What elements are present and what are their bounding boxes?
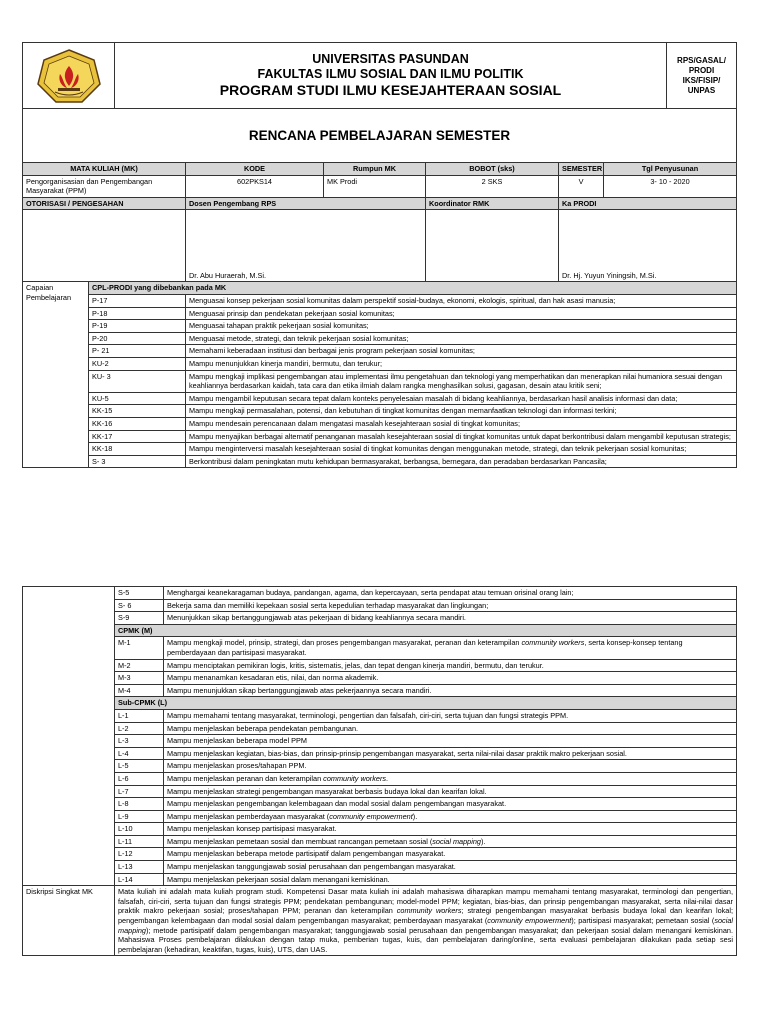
subcpmk-row: [23, 785, 737, 798]
subcpmk-row: [23, 823, 737, 836]
item-text: Bekerja sama dan memiliki kepekaan sosial serta kepedulian terhadap masyarakat dan lingkungan;: [164, 599, 737, 612]
subcpmk-row: [23, 861, 737, 874]
item-text: Mampu mengkaji permasalahan, potensi, dan kebutuhan di tingkat komunitas dengan memanfaatkan teknologi dan informasi terkini;: [186, 405, 737, 418]
item-text: Menunjukkan sikap bertanggungjawab atas pekerjaan di bidang keahliannya secara mandiri.: [164, 612, 737, 625]
cpl-row: [23, 307, 737, 320]
auth-label: OTORISASI / PENGESAHAN: [23, 197, 186, 210]
program-name: PROGRAM STUDI ILMU KESEJAHTERAAN SOSIAL: [219, 82, 562, 98]
subcpmk-header: Sub-CPMK (L): [115, 697, 737, 710]
item-text: Mampu menjelaskan beberapa pendekatan pembangunan.: [164, 722, 737, 735]
subcpmk-row: [23, 835, 737, 848]
item-code: L-8: [115, 798, 164, 811]
item-text: Mampu mengambil keputusan secara tepat dalam konteks penyelesaian masalah di bidang keahliannya, berdasarkan hasil analisis informasi dan data;: [186, 392, 737, 405]
cpl-row: [23, 587, 737, 600]
dosen-signature: Dr. Abu Huraerah, M.Si.: [186, 210, 426, 282]
item-code: S- 3: [89, 455, 186, 468]
item-text: Mampu menjelaskan pemetaan sosial dan membuat rancangan pemetaan sosial (social mapping).: [164, 835, 737, 848]
subcpmk-row: [23, 735, 737, 748]
subcpmk-header-row: [23, 697, 737, 710]
item-code: L-13: [115, 861, 164, 874]
koordinator-label: Koordinator RMK: [426, 197, 559, 210]
subcpmk-row: [23, 747, 737, 760]
item-code: L-5: [115, 760, 164, 773]
cpl-row: [23, 370, 737, 392]
item-code: L-11: [115, 835, 164, 848]
item-text: Mampu menyajikan berbagai alternatif penanganan masalah kesejahteraan sosial di tingkat komunitas untuk dapat berkontribusi dalam mengambil keputusan strategis;: [186, 430, 737, 443]
course-rumpun: MK Prodi: [324, 175, 426, 197]
subcpmk-row: [23, 810, 737, 823]
item-code: P-18: [89, 307, 186, 320]
cpl-row: [23, 612, 737, 625]
item-text: Mampu menginterversi masalah kesejahteraan sosial di tingkat komunitas dengan menggunakan metode, strategi, dan teknik pekerjaan sosial komunitas;: [186, 443, 737, 456]
cpl-row: [23, 430, 737, 443]
kaprodi-label: Ka PRODI: [559, 197, 737, 210]
item-code: L-1: [115, 709, 164, 722]
item-code: L-12: [115, 848, 164, 861]
course-header-tgl: Tgl Penyusunan: [604, 163, 737, 176]
capaian-continued: [23, 587, 115, 886]
course-header-semester: SEMESTER: [559, 163, 604, 176]
course-header-bobot: BOBOT (sks): [426, 163, 559, 176]
cpl-row: [23, 392, 737, 405]
item-code: M-4: [115, 684, 164, 697]
item-code: P-19: [89, 320, 186, 333]
item-code: S-5: [115, 587, 164, 600]
course-tgl: 3- 10 - 2020: [604, 175, 737, 197]
item-code: L-14: [115, 873, 164, 886]
item-code: P- 21: [89, 345, 186, 358]
cpl-row: [23, 332, 737, 345]
course-bobot: 2 SKS: [426, 175, 559, 197]
item-text: Menguasai konsep pekerjaan sosial komunitas dalam perspektif sosial-budaya, ekonomi, ekologis, spiritual, dan hak asasi manusia;: [186, 294, 737, 307]
cpl-row: [23, 345, 737, 358]
cpl-header: CPL-PRODI yang dibebankan pada MK: [89, 282, 737, 295]
item-text: Mampu menjelaskan kegiatan, bias-bias, dan prinsip-prinsip pengembangan masyarakat, serta nilai-nilai dasar praktik makro pekerjaan sosial.: [164, 747, 737, 760]
cpl-row: [23, 320, 737, 333]
subcpmk-row: [23, 798, 737, 811]
item-text: Mampu menjelaskan proses/tahapan PPM.: [164, 760, 737, 773]
item-text: Mampu menanamkan kesadaran etis, nilai, dan norma akademik.: [164, 672, 737, 685]
item-text: Mampu menciptakan pemikiran logis, kritis, sistematis, jelas, dan tepat dengan kinerja mandiri, bermutu, dan terukur.: [164, 659, 737, 672]
logo-cell: [23, 43, 115, 109]
cpl-row: [23, 443, 737, 456]
subcpmk-row: [23, 709, 737, 722]
item-code: L-6: [115, 772, 164, 785]
item-text: Mampu menjelaskan konsep partisipasi masyarakat.: [164, 823, 737, 836]
item-code: KK-16: [89, 417, 186, 430]
item-text: Mampu menjelaskan peranan dan keterampilan community workers.: [164, 772, 737, 785]
item-text: Mampu mengkaji implikasi pengembangan atau implementasi ilmu pengetahuan dan teknologi yang memperhatikan dan menerapkan nilai humaniora sesuai dengan keahliannya berdasarkan kaidah, tata cara dan etika ilmiah dalam rangka menghasilkan solusi, gagasan, desain atau kritik seni;: [186, 370, 737, 392]
item-text: Menguasai prinsip dan pendekatan pekerjaan sosial komunitas;: [186, 307, 737, 320]
deskripsi-text: Mata kuliah ini adalah mata kuliah program studi. Kompetensi Dasar mata kuliah ini adalah mahasiswa diharapkan mampu memahami tentang masyarakat, terminologi dan pengertian, falsafah, ciri-ciri, serta tujuan dan fungsi strategis PPM; pendekatan pembangunan; model-model PPM; kegiatan, bias-bias, dan prinsip pengembangan masyarakat, serta nilai-nilai dasar praktik makro pekerjaan sosial; proses/tahapan PPM; peranan dan keterampilan community workers; strategi pengembangan masyarakat berbasis budaya lokal dan kearifan lokal; pengembangan kelembagaan dan modal sosial dalam pengembangan masyarakat; pemberdayaan masyarakat (community empowerment); partisipasi masyarakat; pemetaan sosial (social mapping); metode partisipatif dalam pengembangan masyarakat; tanggungjawab sosial perusahaan dan pengembangan masyarakat; dan pekerjaan sosial dalam menangani kemiskinan. Mahasiswa Proses pembelajaran dilakukan dengan tatap muka, pemberian tugas, kuis, dan pembelajaran daring/online, serta evaluasi pembelajaran dilakukan pada setiap sesi pembelajaran (kehadiran, keaktifan, tugas, kuis), UTS, dan UAS.: [115, 886, 737, 956]
cpmk-row: [23, 684, 737, 697]
subcpmk-row: [23, 848, 737, 861]
item-code: P-20: [89, 332, 186, 345]
faculty-name: FAKULTAS ILMU SOSIAL DAN ILMU POLITIK: [257, 67, 524, 81]
item-code: L-9: [115, 810, 164, 823]
item-text: Menguasai tahapan praktik pekerjaan sosial komunitas;: [186, 320, 737, 333]
item-code: KK-17: [89, 430, 186, 443]
cpl-row: [23, 294, 737, 307]
item-code: KU-5: [89, 392, 186, 405]
item-code: S-9: [115, 612, 164, 625]
course-header-kode: KODE: [186, 163, 324, 176]
cpl-row: [23, 357, 737, 370]
cpmk-row: [23, 659, 737, 672]
cpmk-row: [23, 672, 737, 685]
rps-table-page-2: [22, 586, 737, 956]
item-code: S- 6: [115, 599, 164, 612]
item-text: Mampu menjelaskan strategi pengembangan masyarakat berbasis budaya lokal dan kearifan lokal.: [164, 785, 737, 798]
dosen-label: Dosen Pengembang RPS: [186, 197, 426, 210]
item-code: L-7: [115, 785, 164, 798]
item-text: Mampu menjelaskan pengembangan kelembagaan dan modal sosial dalam pengembangan masyarakat.: [164, 798, 737, 811]
course-header-mk: MATA KULIAH (MK): [23, 163, 186, 176]
item-text: Mampu menjelaskan tanggungjawab sosial perusahaan dan pengembangan masyarakat.: [164, 861, 737, 874]
item-text: Mampu memahami tentang masyarakat, terminologi, pengertian dan falsafah, ciri-ciri, serta tujuan dan fungsi strategis PPM.: [164, 709, 737, 722]
item-text: Mampu menjelaskan pekerjaan sosial dalam menangani kemiskinan.: [164, 873, 737, 886]
rps-table-page-1: [22, 42, 737, 468]
course-code: 602PKS14: [186, 175, 324, 197]
cpmk-header-row: [23, 624, 737, 637]
deskripsi-row: [23, 886, 737, 956]
cpmk-section: [23, 587, 737, 956]
cpl-header-row: [23, 282, 737, 295]
item-text: Mampu mengkaji model, prinsip, strategi, dan proses pengembangan masyarakat, peranan dan keterampilan community workers, serta konsep-konsep tentang pemberdayaan dan partisipasi masyarakat.: [164, 637, 737, 659]
doc-code-box: RPS/GASAL/ PRODI IKS/FISIP/ UNPAS: [667, 43, 737, 109]
item-code: KK-15: [89, 405, 186, 418]
cpmk-header: CPMK (M): [115, 624, 737, 637]
auth-blank: [23, 210, 186, 282]
item-code: L-3: [115, 735, 164, 748]
item-code: P-17: [89, 294, 186, 307]
cpl-row: [23, 417, 737, 430]
item-text: Mampu menjelaskan beberapa metode partisipatif dalam pengembangan masyarakat.: [164, 848, 737, 861]
item-code: L-10: [115, 823, 164, 836]
capaian-label: Capaian Pembelajaran: [23, 282, 89, 468]
course-name: Pengorganisasian dan Pengembangan Masyarakat (PPM): [23, 175, 186, 197]
university-name: UNIVERSITAS PASUNDAN: [312, 52, 469, 66]
institution-header: [115, 43, 667, 109]
kaprodi-signature: Dr. Hj. Yuyun Yiningsih, M.Si.: [559, 210, 737, 282]
item-code: KU-2: [89, 357, 186, 370]
cpl-section: [23, 282, 737, 468]
course-header-rumpun: Rumpun MK: [324, 163, 426, 176]
university-logo-icon: [36, 48, 102, 104]
deskripsi-label: Diskripsi Singkat MK: [23, 886, 115, 956]
item-code: M-2: [115, 659, 164, 672]
item-code: KK-18: [89, 443, 186, 456]
item-text: Berkontribusi dalam peningkatan mutu kehidupan bermasyarakat, berbangsa, bernegara, dan peradaban berdasarkan Pancasila;: [186, 455, 737, 468]
subcpmk-row: [23, 873, 737, 886]
subcpmk-row: [23, 772, 737, 785]
item-code: M-3: [115, 672, 164, 685]
item-text: Mampu menunjukkan sikap bertanggungjawab atas pekerjaannya secara mandiri.: [164, 684, 737, 697]
item-text: Mampu menjelaskan beberapa model PPM: [164, 735, 737, 748]
cpl-row: [23, 599, 737, 612]
item-text: Menghargai keanekaragaman budaya, pandangan, agama, dan kepercayaan, serta pendapat atau temuan orisinal orang lain;: [164, 587, 737, 600]
subcpmk-row: [23, 760, 737, 773]
item-text: Mampu menunjukkan kinerja mandiri, bermutu, dan terukur;: [186, 357, 737, 370]
subcpmk-row: [23, 722, 737, 735]
cpl-row: [23, 455, 737, 468]
item-code: KU- 3: [89, 370, 186, 392]
item-code: L-4: [115, 747, 164, 760]
item-text: Mampu mendesain perencanaan dalam mengatasi masalah kesejahteraan sosial di tingkat komunitas;: [186, 417, 737, 430]
item-text: Menguasai metode, strategi, dan teknik pekerjaan sosial komunitas;: [186, 332, 737, 345]
koordinator-signature: [426, 210, 559, 282]
item-text: Mampu menjelaskan pemberdayaan masyarakat (community empowerment).: [164, 810, 737, 823]
item-code: L-2: [115, 722, 164, 735]
document-title: RENCANA PEMBELAJARAN SEMESTER: [23, 109, 737, 163]
cpl-row: [23, 405, 737, 418]
item-code: M-1: [115, 637, 164, 659]
course-semester: V: [559, 175, 604, 197]
item-text: Memahami keberadaan institusi dan berbagai jenis program pekerjaan sosial komunitas;: [186, 345, 737, 358]
cpmk-row: [23, 637, 737, 659]
